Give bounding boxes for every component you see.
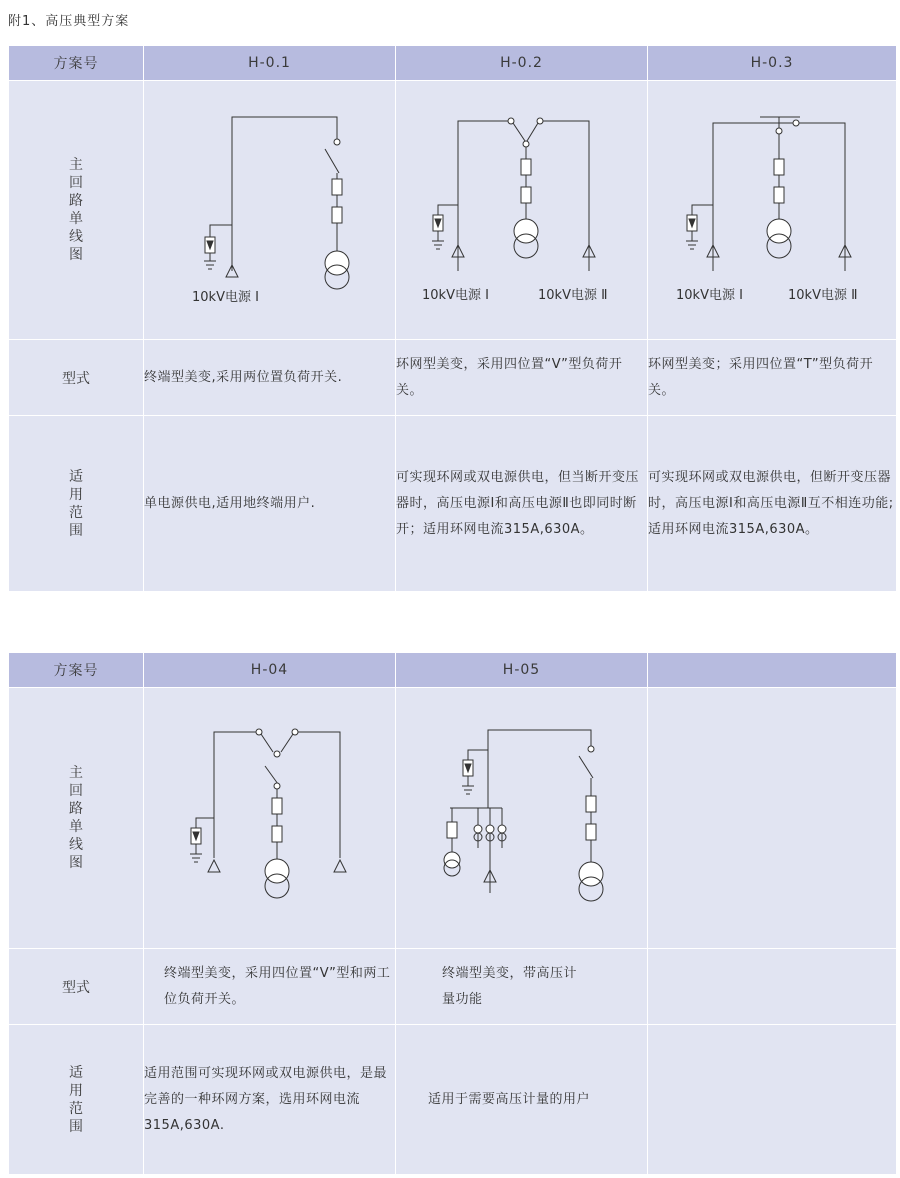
header-h05: H-05 bbox=[396, 653, 648, 688]
diagram-h03 bbox=[648, 81, 897, 340]
diagram-h02 bbox=[396, 81, 648, 340]
diagram-empty bbox=[648, 688, 897, 949]
scope-h03: 可实现环网或双电源供电，但断开变压器时，高压电源Ⅰ和高压电源Ⅱ互不相连功能;适用环网电流315A,630A。 bbox=[648, 416, 897, 592]
scope-h04: 适用范围可实现环网或双电源供电，是最完善的一种环网方案，选用环网电流315A,630A. bbox=[144, 1025, 396, 1175]
label-h02-source2: 10kV电源 Ⅱ bbox=[538, 288, 608, 303]
scheme-table-1 bbox=[8, 45, 897, 592]
scope-row bbox=[9, 416, 897, 592]
header-h01: H-0.1 bbox=[144, 46, 396, 81]
header-scheme-no: 方案号 bbox=[9, 46, 144, 81]
type-h03: 环网型美变；采用四位置“T”型负荷开关。 bbox=[648, 340, 897, 416]
diagram-h05 bbox=[396, 688, 648, 949]
type-h01: 终端型美变,采用两位置负荷开关. bbox=[144, 340, 396, 416]
scope-h01: 单电源供电,适用地终端用户. bbox=[144, 416, 396, 592]
scope-row bbox=[9, 1025, 897, 1175]
scope-empty bbox=[648, 1025, 897, 1175]
type-h02: 环网型美变，采用四位置“V”型负荷开关。 bbox=[396, 340, 648, 416]
type-row bbox=[9, 340, 897, 416]
page-caption: 附1、高压典型方案 bbox=[8, 14, 130, 29]
type-row bbox=[9, 949, 897, 1025]
type-h05: 终端型美变，带高压计量功能 bbox=[396, 949, 648, 1025]
diagram-row bbox=[9, 81, 897, 340]
label-h01-source1: 10kV电源 Ⅰ bbox=[192, 290, 259, 305]
type-h04: 终端型美变，采用四位置“V”型和两工位负荷开关。 bbox=[144, 949, 396, 1025]
label-h03-source2: 10kV电源 Ⅱ bbox=[788, 288, 858, 303]
header-scheme-no: 方案号 bbox=[9, 653, 144, 688]
header-h04: H-04 bbox=[144, 653, 396, 688]
table-header-row bbox=[9, 653, 897, 688]
row-label-diagram: 主回路单线图 bbox=[9, 688, 144, 949]
row-label-scope: 适用范围 bbox=[9, 1025, 144, 1175]
scheme-table-2 bbox=[8, 652, 897, 1175]
scope-h02: 可实现环网或双电源供电，但当断开变压器时，高压电源Ⅰ和高压电源Ⅱ也即同时断开；适用环网电流315A,630A。 bbox=[396, 416, 648, 592]
diagram-h01 bbox=[144, 81, 396, 340]
label-h02-source1: 10kV电源 Ⅰ bbox=[422, 288, 489, 303]
diagram-row bbox=[9, 688, 897, 949]
row-label-diagram: 主回路单线图 bbox=[9, 81, 144, 340]
label-h03-source1: 10kV电源 Ⅰ bbox=[676, 288, 743, 303]
table-header-row bbox=[9, 46, 897, 81]
row-label-type: 型式 bbox=[9, 949, 144, 1025]
row-label-scope: 适用范围 bbox=[9, 416, 144, 592]
type-empty bbox=[648, 949, 897, 1025]
scope-h05: 适用于需要高压计量的用户 bbox=[396, 1025, 648, 1175]
header-h02: H-0.2 bbox=[396, 46, 648, 81]
header-h03: H-0.3 bbox=[648, 46, 897, 81]
header-empty bbox=[648, 653, 897, 688]
row-label-type: 型式 bbox=[9, 340, 144, 416]
diagram-h04 bbox=[144, 688, 396, 949]
